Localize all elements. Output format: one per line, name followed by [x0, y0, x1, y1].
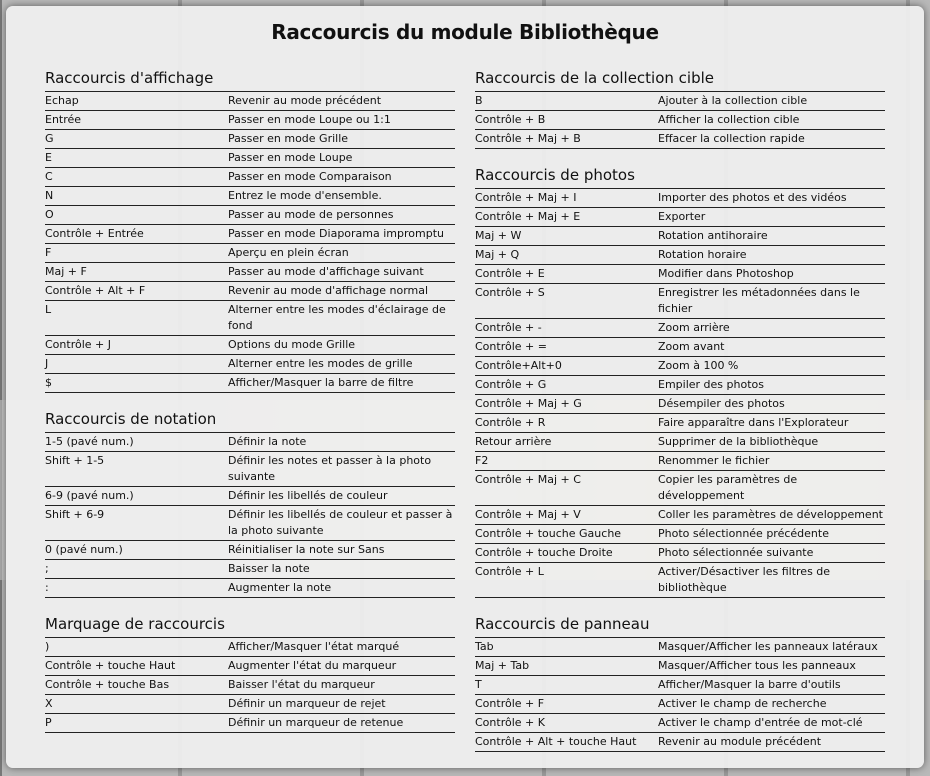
shortcut-row — [475, 525, 885, 544]
shortcut-key: B — [475, 94, 483, 107]
shortcut-key: P — [45, 716, 52, 729]
shortcut-action: Définir les libellés de couleur et passer à la photo suivante — [228, 508, 453, 537]
shortcut-action: Aperçu en plein écran — [228, 246, 349, 259]
shortcut-row — [475, 695, 885, 714]
shortcut-row — [475, 357, 885, 376]
shortcut-table — [45, 432, 455, 598]
shortcut-key: Contrôle + Entrée — [45, 227, 144, 240]
shortcut-key: Contrôle + Maj + E — [475, 210, 581, 223]
shortcut-row — [475, 92, 885, 111]
shortcut-action: Passer en mode Loupe ou 1:1 — [228, 113, 391, 126]
shortcut-action: Copier les paramètres de développement — [658, 473, 798, 502]
shortcut-row — [45, 206, 455, 225]
section-heading: Marquage de raccourcis — [45, 615, 225, 633]
shortcut-key: 6-9 (pavé num.) — [45, 489, 134, 502]
shortcut-action: Définir un marqueur de rejet — [228, 697, 386, 710]
shortcut-key: Contrôle + touche Haut — [45, 659, 176, 672]
shortcut-section — [475, 614, 885, 752]
shortcut-action: Enregistrer les métadonnées dans le fichier — [658, 286, 860, 315]
shortcut-row — [45, 657, 455, 676]
shortcut-key: 1-5 (pavé num.) — [45, 435, 134, 448]
shortcut-key: G — [45, 132, 54, 145]
shortcut-action: Zoom avant — [658, 340, 725, 353]
shortcut-table — [475, 188, 885, 598]
shortcut-row — [475, 130, 885, 149]
shortcut-row — [475, 208, 885, 227]
shortcut-key: Contrôle + Alt + F — [45, 284, 146, 297]
shortcut-row — [475, 638, 885, 657]
shortcut-row — [475, 544, 885, 563]
shortcut-key: Maj + F — [45, 265, 87, 278]
shortcut-row — [45, 92, 455, 111]
shortcut-action: Zoom à 100 % — [658, 359, 739, 372]
section-heading: Raccourcis de notation — [45, 410, 217, 428]
shortcut-key: Contrôle + Maj + V — [475, 508, 581, 521]
shortcut-key: Contrôle + touche Bas — [45, 678, 170, 691]
shortcut-action: Définir les libellés de couleur — [228, 489, 388, 502]
shortcut-row — [475, 111, 885, 130]
shortcut-key: T — [475, 678, 482, 691]
shortcut-row — [475, 433, 885, 452]
shortcut-action: Afficher la collection cible — [658, 113, 800, 126]
shortcut-action: Définir la note — [228, 435, 307, 448]
shortcut-row — [45, 301, 455, 336]
shortcut-action: Renommer le fichier — [658, 454, 770, 467]
section-heading: Raccourcis de panneau — [475, 615, 650, 633]
shortcut-action: Coller les paramètres de développement — [658, 508, 883, 521]
shortcut-row — [45, 433, 455, 452]
shortcut-action: Passer au mode d'affichage suivant — [228, 265, 424, 278]
shortcut-key: F — [45, 246, 52, 259]
shortcut-key: Contrôle + E — [475, 267, 545, 280]
shortcut-key: Contrôle + G — [475, 378, 547, 391]
shortcut-row — [475, 246, 885, 265]
shortcut-section — [45, 68, 455, 393]
shortcut-action: Augmenter l'état du marqueur — [228, 659, 397, 672]
shortcut-key: $ — [45, 376, 52, 389]
shortcut-action: Revenir au mode précédent — [228, 94, 382, 107]
shortcut-action: Désempiler des photos — [658, 397, 785, 410]
shortcut-action: Baisser l'état du marqueur — [228, 678, 375, 691]
shortcut-row — [475, 227, 885, 246]
shortcut-section — [475, 68, 885, 149]
shortcut-key: Contrôle + Maj + C — [475, 473, 581, 486]
section-heading: Raccourcis de photos — [475, 166, 635, 184]
shortcut-action: Passer en mode Loupe — [228, 151, 353, 164]
shortcut-key: Contrôle + S — [475, 286, 545, 299]
shortcut-table — [475, 637, 885, 752]
shortcut-row — [45, 336, 455, 355]
shortcut-key: Contrôle + = — [475, 340, 547, 353]
shortcut-key: O — [45, 208, 54, 221]
left-column — [45, 68, 455, 749]
shortcut-key: Contrôle + J — [45, 338, 111, 351]
shortcut-action: Passer en mode Grille — [228, 132, 349, 145]
shortcut-table — [45, 91, 455, 393]
shortcut-row — [475, 319, 885, 338]
shortcut-section — [45, 614, 455, 733]
shortcut-key: F2 — [475, 454, 489, 467]
shortcut-action: Revenir au mode d'affichage normal — [228, 284, 429, 297]
shortcut-key: Contrôle + L — [475, 565, 544, 578]
shortcut-key: N — [45, 189, 54, 202]
shortcut-action: Empiler des photos — [658, 378, 764, 391]
shortcut-key: Echap — [45, 94, 79, 107]
shortcut-row — [475, 471, 885, 506]
shortcut-key: Shift + 1-5 — [45, 454, 105, 467]
shortcut-action: Activer le champ d'entrée de mot-clé — [658, 716, 863, 729]
shortcut-row — [45, 244, 455, 263]
shortcut-row — [45, 187, 455, 206]
shortcut-row — [475, 733, 885, 752]
shortcut-action: Revenir au module précédent — [658, 735, 822, 748]
shortcut-row — [45, 452, 455, 487]
shortcut-action: Modifier dans Photoshop — [658, 267, 794, 280]
shortcut-key: ) — [45, 640, 50, 653]
shortcut-row — [45, 541, 455, 560]
shortcut-action: Afficher/Masquer la barre d'outils — [658, 678, 841, 691]
shortcut-action: Faire apparaître dans l'Explorateur — [658, 416, 849, 429]
shortcut-action: Masquer/Afficher les panneaux latéraux — [658, 640, 878, 653]
shortcut-action: Afficher/Masquer la barre de filtre — [228, 376, 414, 389]
shortcut-row — [45, 714, 455, 733]
shortcut-row — [45, 579, 455, 598]
shortcut-row — [475, 284, 885, 319]
shortcut-key: Contrôle + touche Droite — [475, 546, 613, 559]
shortcut-row — [475, 395, 885, 414]
shortcut-key: E — [45, 151, 52, 164]
shortcut-row — [45, 111, 455, 130]
shortcut-row — [475, 376, 885, 395]
shortcut-row — [45, 282, 455, 301]
shortcut-action: Baisser la note — [228, 562, 310, 575]
shortcut-action: Exporter — [658, 210, 706, 223]
shortcut-action: Alterner entre les modes d'éclairage de fond — [228, 303, 446, 332]
shortcut-action: Afficher/Masquer l'état marqué — [228, 640, 400, 653]
shortcut-action: Supprimer de la bibliothèque — [658, 435, 819, 448]
shortcut-section — [475, 165, 885, 598]
shortcut-section — [45, 409, 455, 598]
shortcut-action: Entrez le mode d'ensemble. — [228, 189, 382, 202]
shortcuts-overlay[interactable] — [6, 6, 924, 768]
shortcut-row — [45, 487, 455, 506]
shortcut-row — [475, 265, 885, 284]
shortcut-row — [45, 149, 455, 168]
shortcut-key: Maj + Q — [475, 248, 520, 261]
section-heading: Raccourcis de la collection cible — [475, 69, 715, 87]
shortcut-row — [45, 676, 455, 695]
shortcut-row — [45, 130, 455, 149]
shortcut-row — [475, 452, 885, 471]
shortcut-key: L — [45, 303, 52, 316]
shortcut-key: Entrée — [45, 113, 82, 126]
overlay-title: Raccourcis du module Bibliothèque — [271, 20, 659, 44]
shortcut-key: X — [45, 697, 53, 710]
shortcut-row — [45, 225, 455, 244]
shortcut-key: Contrôle + touche Gauche — [475, 527, 622, 540]
shortcut-key: Retour arrière — [475, 435, 552, 448]
shortcut-key: Contrôle + R — [475, 416, 546, 429]
shortcut-key: Contrôle + Maj + B — [475, 132, 581, 145]
shortcut-key: Maj + W — [475, 229, 522, 242]
shortcut-action: Augmenter la note — [228, 581, 332, 594]
section-heading: Raccourcis d'affichage — [45, 69, 214, 87]
shortcut-key: Maj + Tab — [475, 659, 530, 672]
shortcut-table — [475, 91, 885, 149]
shortcut-row — [45, 695, 455, 714]
shortcut-key: Contrôle+Alt+0 — [475, 359, 562, 372]
shortcut-row — [475, 189, 885, 208]
shortcut-row — [45, 168, 455, 187]
shortcut-row — [475, 657, 885, 676]
shortcut-action: Activer le champ de recherche — [658, 697, 827, 710]
shortcut-action: Options du mode Grille — [228, 338, 356, 351]
shortcut-action: Passer en mode Diaporama impromptu — [228, 227, 444, 240]
shortcut-key: Contrôle + B — [475, 113, 546, 126]
shortcut-key: C — [45, 170, 53, 183]
shortcut-row — [475, 338, 885, 357]
shortcut-action: Définir les notes et passer à la photo suivante — [228, 454, 432, 483]
shortcut-action: Zoom arrière — [658, 321, 730, 334]
shortcut-key: Contrôle + - — [475, 321, 542, 334]
shortcut-action: Masquer/Afficher tous les panneaux — [658, 659, 856, 672]
shortcut-action: Passer au mode de personnes — [228, 208, 394, 221]
shortcut-row — [475, 676, 885, 695]
shortcut-action: Photo sélectionnée précédente — [658, 527, 829, 540]
shortcut-action: Activer/Désactiver les filtres de bibliothèque — [658, 565, 831, 594]
shortcut-key: J — [45, 357, 49, 370]
shortcut-key: : — [45, 581, 49, 594]
right-column — [475, 68, 885, 768]
shortcut-action: Définir un marqueur de retenue — [228, 716, 404, 729]
shortcut-row — [475, 506, 885, 525]
shortcut-row — [45, 263, 455, 282]
shortcut-key: ; — [45, 562, 49, 575]
shortcut-action: Rotation horaire — [658, 248, 747, 261]
shortcut-row — [475, 414, 885, 433]
shortcut-row — [45, 355, 455, 374]
shortcut-key: Contrôle + Maj + I — [475, 191, 577, 204]
shortcut-action: Alterner entre les modes de grille — [228, 357, 413, 370]
shortcut-key: Contrôle + F — [475, 697, 545, 710]
shortcut-action: Photo sélectionnée suivante — [658, 546, 814, 559]
shortcut-key: Contrôle + K — [475, 716, 545, 729]
shortcut-key: 0 (pavé num.) — [45, 543, 123, 556]
shortcut-action: Effacer la collection rapide — [658, 132, 805, 145]
shortcut-action: Rotation antihoraire — [658, 229, 768, 242]
shortcut-action: Réinitialiser la note sur Sans — [228, 543, 385, 556]
shortcut-row — [45, 374, 455, 393]
shortcut-action: Passer en mode Comparaison — [228, 170, 392, 183]
shortcut-row — [45, 506, 455, 541]
shortcut-key: Tab — [475, 640, 494, 653]
shortcut-action: Importer des photos et des vidéos — [658, 191, 847, 204]
shortcut-key: Contrôle + Alt + touche Haut — [475, 735, 637, 748]
shortcut-table — [45, 637, 455, 733]
shortcut-key: Contrôle + Maj + G — [475, 397, 582, 410]
shortcut-action: Ajouter à la collection cible — [658, 94, 808, 107]
shortcut-key: Shift + 6-9 — [45, 508, 105, 521]
shortcut-row — [475, 714, 885, 733]
shortcut-row — [45, 638, 455, 657]
shortcut-row — [475, 563, 885, 598]
shortcut-row — [45, 560, 455, 579]
